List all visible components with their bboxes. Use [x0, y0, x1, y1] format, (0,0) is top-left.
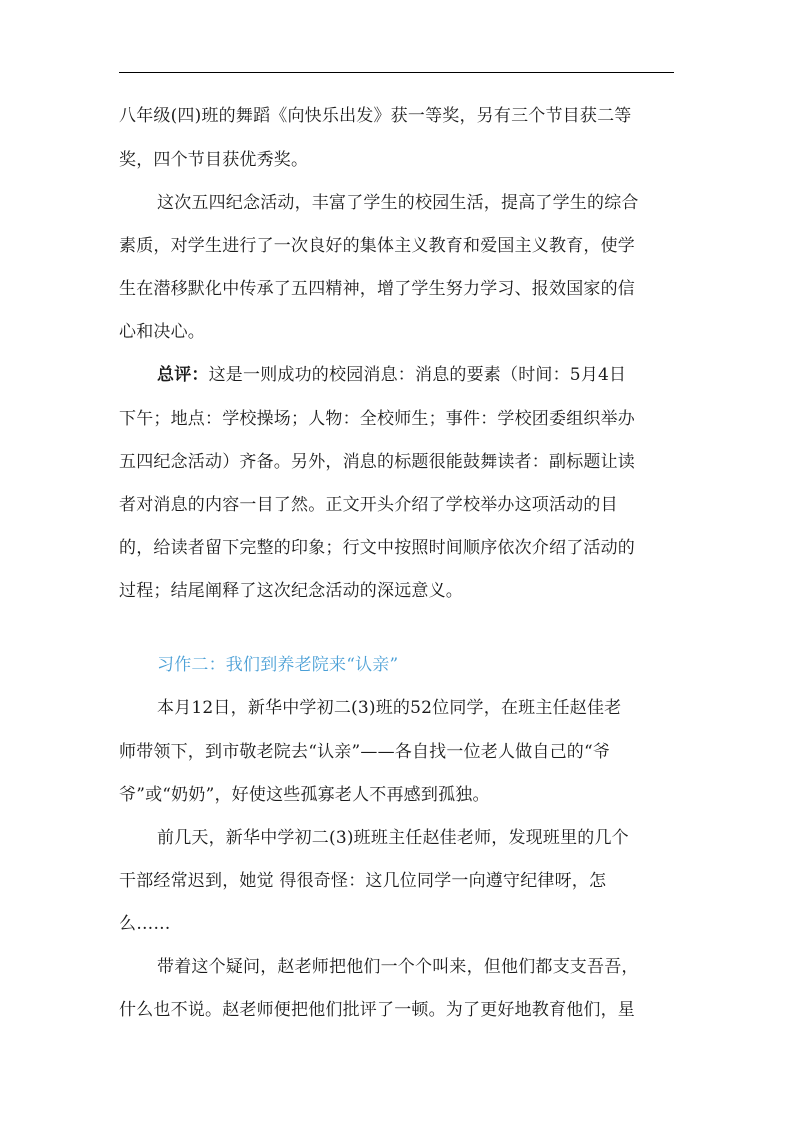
text-line: 八年级(四)班的舞蹈《向快乐出发》获一等奖，另有三个节目获二等: [119, 106, 632, 126]
text-line: 么……: [119, 914, 171, 934]
text-line: 者对消息的内容一目了然。正文开头介绍了学校举办这项活动的目: [119, 495, 618, 515]
text-line: 奖，四个节目获优秀奖。: [119, 150, 309, 170]
text-line: 什么也不说。赵老师便把他们批评了一顿。为了更好地教育他们，星: [119, 1000, 635, 1020]
review-label: 总评：: [157, 365, 209, 385]
text-line: 前几天，新华中学初二(3)班班主任赵佳老师，发现班里的几个: [157, 828, 629, 848]
text-line: 本月12日，新华中学初二(3)班的52位同学，在班主任赵佳老: [157, 698, 622, 718]
text-line: 下午；地点：学校操场；人物：全校师生；事件：学校团委组织举办: [119, 409, 635, 429]
text-line: 这次五四纪念活动，丰富了学生的校园生活，提高了学生的综合: [157, 193, 639, 213]
text-line: 五四纪念活动）齐备。另外，消息的标题很能鼓舞读者：副标题让读: [119, 452, 635, 472]
review-first-line: [157, 365, 679, 385]
text-line: 带着这个疑问，赵老师把他们一个个叫来，但他们都支支吾吾，: [157, 957, 639, 977]
text-line: 心和决心。: [119, 322, 205, 342]
text-line: 生在潜移默化中传承了五四精神，增了学生努力学习、报效国家的信: [119, 279, 635, 299]
text-line: 干部经常迟到，她觉 得很奇怪：这几位同学一向遵守纪律呀，怎: [119, 871, 607, 891]
exercise-heading: 习作二：我们到养老院来“认亲”: [157, 655, 399, 675]
text-line: 爷”或“奶奶”，好使这些孤寡老人不再感到孤独。: [119, 785, 490, 805]
text-line: 的，给读者留下完整的印象；行文中按照时间顺序依次介绍了活动的: [119, 538, 635, 558]
text-line: 素质，对学生进行了一次良好的集体主义教育和爱国主义教育，使学: [119, 236, 635, 256]
header-rule: [119, 72, 674, 73]
review-text: 这是一则成功的校园消息：消息的要素（时间：5月4日: [208, 365, 627, 385]
text-line: 过程；结尾阐释了这次纪念活动的深远意义。: [119, 581, 463, 601]
text-line: 师带领下，到市敬老院去“认亲”——各自找一位老人做自己的“爷: [119, 742, 611, 762]
